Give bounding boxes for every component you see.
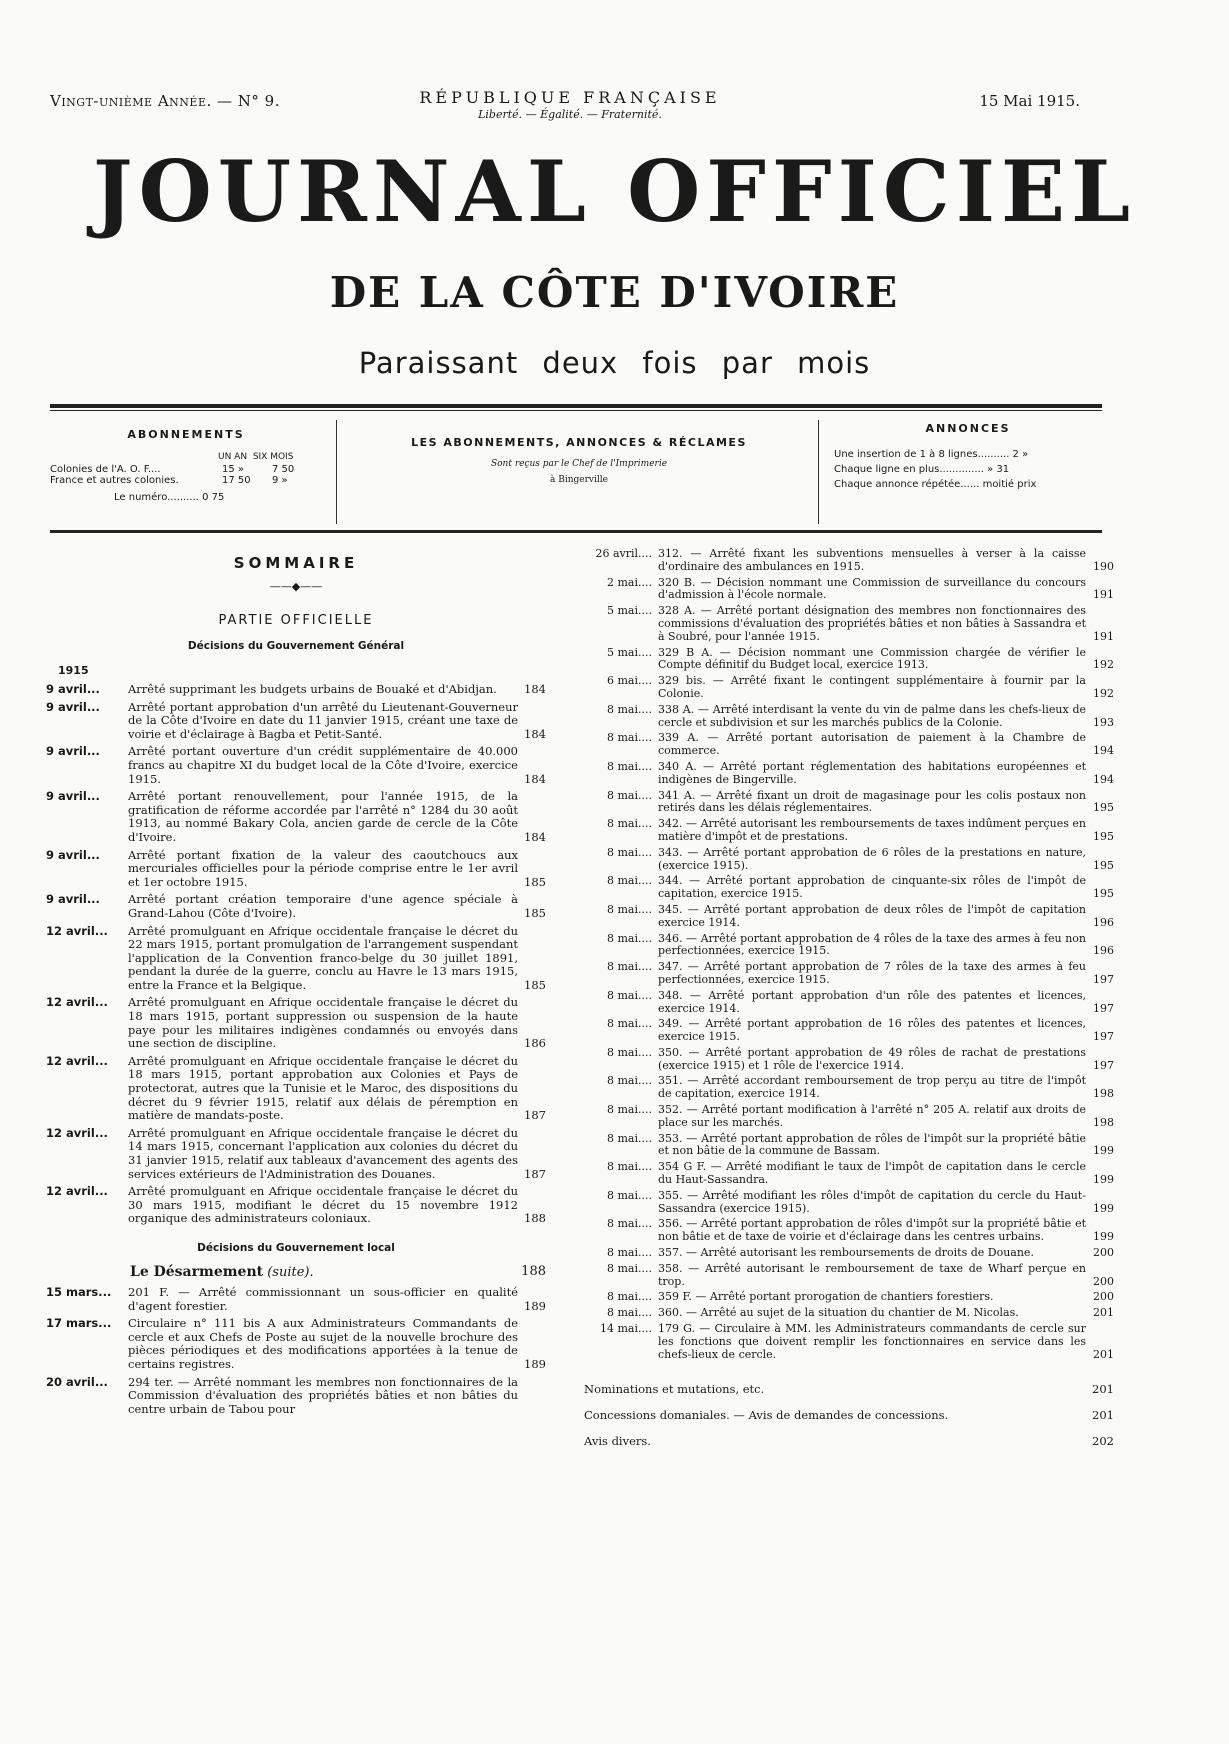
numero-price: Le numéro.......... 0 75 [114, 492, 225, 503]
list-item [46, 849, 546, 890]
entry-page: 197 [1093, 1058, 1114, 1072]
entry-text: 360. — Arrêté au sujet de la situation du chantier de M. Nicolas. [658, 1306, 1019, 1320]
divider [50, 530, 1102, 533]
misc-entries [584, 1382, 1114, 1448]
entry-date: 8 mai.... [607, 931, 652, 945]
entry-text: Arrêté supprimant les budgets urbains de Bouaké et d'Abidjan. [128, 682, 497, 696]
entry-text: Arrêté portant fixation de la valeur des caoutchoucs aux mercuriales officielles pour la période comprise entre le 1er avril et 1er octobre 1915. [128, 847, 518, 889]
entry-page: 200 [1093, 1274, 1114, 1288]
list-item [584, 790, 1114, 816]
entry-page: 184 [524, 682, 546, 696]
list-item [584, 1047, 1114, 1073]
entry-page: 185 [524, 977, 546, 992]
entry-page: 198 [1093, 1115, 1114, 1129]
entry-text: Arrêté portant création temporaire d'une agence spéciale à Grand-Lahou (Côte d'Ivoire). [128, 892, 518, 920]
entry-date: 8 mai.... [607, 1074, 652, 1088]
list-item [584, 933, 1114, 959]
entry-text: 294 ter. — Arrêté nommant les membres non fonctionnaires de la Commission d'évaluation des propriétés bâties et non bâties du centre urbain de Tabou pour [128, 1374, 518, 1416]
divider [336, 420, 337, 524]
entry-page: 189 [524, 1298, 546, 1313]
entry-text: 179 G. — Circulaire à MM. les Administrateurs commandants de cercle sur les fonctions que doivent remplir les fonctionnaires en service dans les chefs-lieux de cercle. [658, 1322, 1086, 1361]
entry-page: 201 [1092, 1408, 1114, 1423]
annonces-title: ANNONCES [925, 422, 1011, 435]
entry-text: 312. — Arrêté fixant les subventions mensuelles à verser à la caisse d'ordinaire des ambulances en 1915. [658, 547, 1086, 573]
table-row: Colonies de l'A. O. F.... 15 » 7 50 [50, 464, 295, 475]
entry-page: 189 [524, 1356, 546, 1371]
entry-text: Arrêté promulguant en Afrique occidentale française le décret du 14 mars 1915, concernant l'application aux colonies du décret du 31 janvier 1915, relatif aux tableaux d'avancement des agents des services extérieurs de l'Administration des Douanes. [128, 1125, 518, 1181]
general-entries [46, 683, 546, 1226]
entry-date: 5 mai.... [607, 604, 652, 618]
entry-text: 356. — Arrêté portant approbation de rôles d'impôt sur la propriété bâtie et non bâtie et de taxe de voirie et d'éclairage dans les centres urbains. [658, 1217, 1086, 1244]
year-label: 1915 [58, 664, 89, 677]
entry-date: 8 mai.... [607, 731, 652, 745]
motto: Liberté. — Égalité. — Fraternité. [478, 108, 662, 121]
entry-text: 348. — Arrêté portant approbation d'un rôle des patentes et licences, exercice 1914. [658, 988, 1086, 1015]
list-item [584, 1291, 1114, 1304]
list-item [584, 961, 1114, 987]
entry-page: 184 [524, 771, 546, 786]
entry-date: 5 mai.... [607, 645, 652, 659]
entry-page: 190 [1093, 559, 1114, 573]
divider [50, 404, 1102, 408]
annonces-rates: Une insertion de 1 à 8 lignes.......... 2 » Chaque ligne en plus.............. » 31 Chaque annonce répétée...... moitié prix [834, 449, 1037, 490]
annonces-col [834, 416, 1102, 528]
entry-text: 342. — Arrêté autorisant les remboursements de taxes indûment perçues en matière d'impôt et de prestations. [658, 817, 1086, 843]
entry-page: 186 [524, 1036, 546, 1051]
entry-page: 200 [1093, 1290, 1114, 1304]
list-item [46, 1286, 546, 1313]
entry-page: 201 [1093, 1306, 1114, 1320]
entry-date: 8 mai.... [607, 1217, 652, 1231]
list-item [584, 990, 1114, 1016]
list-item [584, 675, 1114, 701]
list-item [46, 1127, 546, 1181]
entry-text: 350. — Arrêté portant approbation de 49 rôles de rachat de prestations (exercice 1915) et 1 rôle de l'exercice 1914. [658, 1045, 1086, 1072]
entry-date: 8 mai.... [607, 1131, 652, 1145]
list-item [584, 1382, 1114, 1396]
entry-page: 194 [1093, 772, 1114, 786]
entry-text: 201 F. — Arrêté commissionnant un sous-officier en qualité d'agent forestier. [128, 1284, 518, 1313]
entry-date: 8 mai.... [607, 817, 652, 831]
entry-page: 201 [1093, 1347, 1114, 1361]
entry-date: 8 mai.... [607, 902, 652, 916]
entry-date: 9 avril... [46, 699, 100, 714]
entry-text: 341 A. — Arrêté fixant un droit de magasinage pour les colis postaux non retirés dans les délais réglementaires. [658, 788, 1086, 815]
list-item [584, 875, 1114, 901]
entry-text: 346. — Arrêté portant approbation de 4 rôles de la taxe des armes à feu non perfectionnées, exercice 1915. [658, 931, 1086, 958]
entry-date: 2 mai.... [607, 575, 652, 589]
reclames-col: LES ABONNEMENTS, ANNONCES & RÉCLAMES Sont reçus par le Chef de l'Imprimerie à Bingerville [346, 416, 812, 528]
list-item [584, 1161, 1114, 1187]
list-item [584, 1247, 1114, 1260]
entry-page: 201 [1092, 1382, 1114, 1397]
entry-page: 195 [1093, 858, 1114, 872]
entry-page: 187 [524, 1108, 546, 1123]
entry-page: 191 [1093, 629, 1114, 643]
list-item [46, 683, 546, 697]
list-item [46, 1376, 546, 1417]
entry-text: 328 A. — Arrêté portant désignation des membres non fonctionnaires des commissions d'évaluation des propriétés bâties et non bâties à Sassandra et à Soubré, pour l'année 1915. [658, 604, 1086, 643]
entry-page: 199 [1093, 1173, 1114, 1187]
entry-text: 355. — Arrêté modifiant les rôles d'impôt de capitation du cercle du Haut-Sassandra (exercice 1915). [658, 1188, 1086, 1215]
issue-number: Vingt-unième Année. — N° 9. [50, 92, 280, 110]
entry-date: 8 mai.... [607, 988, 652, 1002]
section-heading: Décisions du Gouvernement Général [187, 640, 405, 652]
republic-heading: RÉPUBLIQUE FRANÇAISE [419, 88, 721, 107]
entry-date: 12 avril... [46, 1125, 108, 1140]
abonnements-title: ABONNEMENTS [127, 428, 245, 441]
list-item [584, 1133, 1114, 1159]
entry-text: 320 B. — Décision nommant une Commission de surveillance du concours d'admission à l'école normale. [658, 575, 1086, 602]
entry-date: 20 avril... [46, 1374, 108, 1389]
entry-date: 8 mai.... [607, 1306, 652, 1320]
entry-page: 185 [524, 874, 546, 889]
subscription-box [50, 416, 1102, 528]
entry-text: 345. — Arrêté portant approbation de deux rôles de l'impôt de capitation exercice 1914. [658, 902, 1086, 929]
entry-page: 195 [1093, 887, 1114, 901]
list-item [584, 605, 1114, 643]
entry-page: 195 [1093, 829, 1114, 843]
desarmement-entry: Le Désarmement (suite). 188 [130, 1263, 546, 1280]
entry-text: Arrêté promulguant en Afrique occidentale française le décret du 18 mars 1915, portant approbation aux Colonies et Pays de protectorat, autres que la Tunisie et le Maroc, des dispositions du décret du 9 février 1915, relatif aux délais de péremption en matière de mandats-poste. [128, 1053, 518, 1123]
entry-date: 8 mai.... [607, 1045, 652, 1059]
entry-page: 197 [1093, 1030, 1114, 1044]
entry-page: 184 [524, 829, 546, 844]
entry-text: 352. — Arrêté portant modification à l'arrêté n° 205 A. relatif aux droits de place sur les marchés. [658, 1103, 1086, 1129]
right-entries [584, 548, 1114, 1361]
entry-page: 197 [1093, 972, 1114, 986]
list-item [584, 1263, 1114, 1289]
list-item [584, 548, 1114, 574]
entry-date: 17 mars... [46, 1316, 112, 1331]
list-item [46, 790, 546, 844]
list-item [584, 818, 1114, 844]
entry-date: 9 avril... [46, 682, 100, 696]
sommaire-title: SOMMAIRE [233, 554, 359, 572]
list-item [584, 847, 1114, 873]
entry-date: 8 mai.... [607, 1188, 652, 1202]
entry-page: 185 [524, 905, 546, 920]
list-item [46, 1317, 546, 1371]
entry-date: 8 mai.... [607, 702, 652, 716]
entry-page: 196 [1093, 915, 1114, 929]
entry-text: Arrêté promulguant en Afrique occidentale française le décret du 30 mars 1915, modifiant le décret du 15 novembre 1912 organique des administrateurs coloniaux. [128, 1184, 518, 1226]
entry-text: 343. — Arrêté portant approbation de 6 rôles de la prestations en nature, (exercice 1915). [658, 845, 1086, 872]
entry-page: 200 [1093, 1246, 1114, 1260]
entry-date: 12 avril... [46, 923, 108, 938]
list-item [584, 1307, 1114, 1320]
issue-date: 15 Mai 1915. [979, 92, 1080, 110]
abonnements-table [50, 464, 322, 503]
entry-text: 353. — Arrêté portant approbation de rôles de l'impôt sur la propriété bâtie et non bâtie de la commune de Bassam. [658, 1131, 1086, 1158]
left-column [46, 548, 546, 1420]
entry-text: Nominations et mutations, etc. [584, 1382, 765, 1397]
entry-page: 187 [524, 1166, 546, 1181]
entry-date: 8 mai.... [607, 1246, 652, 1260]
entry-text: 358. — Arrêté autorisant le remboursement de taxe de Wharf perçue en trop. [658, 1261, 1086, 1288]
ornament-icon: ——◆—— [269, 580, 323, 593]
list-item [584, 1323, 1114, 1361]
entry-page: 192 [1093, 686, 1114, 700]
entry-text: Arrêté portant approbation d'un arrêté du Lieutenant-Gouverneur de la Côte d'Ivoire en date du 11 janvier 1915, créant une taxe de voirie et d'éclairage à Bagba et Petit-Santé. [128, 699, 518, 741]
list-item [46, 745, 546, 786]
entry-date: 8 mai.... [607, 874, 652, 888]
entry-date: 8 mai.... [607, 1103, 652, 1117]
section-heading: Décisions du Gouvernement local [197, 1241, 395, 1254]
col-header-an: UN AN [218, 452, 248, 462]
entry-text: 349. — Arrêté portant approbation de 16 rôles des patentes et licences, exercice 1915. [658, 1017, 1086, 1044]
right-column [584, 548, 1114, 1460]
list-item [584, 647, 1114, 673]
entry-text: 357. — Arrêté autorisant les remboursements de droits de Douane. [658, 1246, 1034, 1260]
list-item [584, 1408, 1114, 1422]
journal-title: JOURNAL OFFICIEL [92, 142, 1137, 241]
entry-page: 184 [524, 726, 546, 741]
entry-text: Avis divers. [584, 1434, 651, 1449]
entry-page: 195 [1093, 801, 1114, 815]
list-item [584, 1190, 1114, 1216]
table-row: France et autres colonies. 17 50 9 » [50, 475, 288, 486]
entry-text: Circulaire n° 111 bis A aux Administrateurs Commandants de cercle et aux Chefs de Poste au sujet de la nouvelle brochure des pièces périodiques et des modifications apportées à la tenue de certains registres. [128, 1316, 518, 1371]
entry-text: Concessions domaniales. — Avis de demandes de concessions. [584, 1408, 949, 1423]
list-item [584, 732, 1114, 758]
entry-page: 191 [1093, 588, 1114, 602]
journal-tagline: Paraissant deux fois par mois [358, 346, 871, 380]
entry-text: Arrêté portant ouverture d'un crédit supplémentaire de 40.000 francs au chapitre XI du budget local de la Côte d'Ivoire, exercice 1915. [128, 744, 518, 786]
abonnements-col [50, 416, 322, 528]
entry-text: 359 F. — Arrêté portant prorogation de chantiers forestiers. [658, 1290, 994, 1304]
list-item [584, 1075, 1114, 1101]
entry-text: Arrêté portant renouvellement, pour l'année 1915, de la gratification de réforme accordée par l'arrêté n° 1284 du 30 août 1913, au nommé Bakary Cola, ancien garde de cercle de la Côte d'Ivoire. [128, 789, 518, 844]
reclames-title: LES ABONNEMENTS, ANNONCES & RÉCLAMES [411, 436, 747, 449]
entry-date: 8 mai.... [607, 1160, 652, 1174]
entry-text: 347. — Arrêté portant approbation de 7 rôles de la taxe des armes à feu perfectionnées, exercice 1915. [658, 960, 1086, 986]
entry-date: 8 mai.... [607, 1261, 652, 1275]
entry-page: 192 [1093, 658, 1114, 672]
entry-page: 198 [1093, 1087, 1114, 1101]
entry-text: 329 bis. — Arrêté fixant le contingent supplémentaire à fournir par la Colonie. [658, 674, 1086, 700]
list-item [46, 1185, 546, 1226]
entry-date: 15 mars... [46, 1284, 112, 1299]
entry-date: 8 mai.... [607, 960, 652, 974]
entry-page: 202 [1092, 1434, 1114, 1449]
entry-text: 329 B A. — Décision nommant une Commission chargée de vérifier le Compte définitif du Budget local, exercice 1913. [658, 645, 1086, 672]
list-item [584, 1104, 1114, 1130]
entry-text: Arrêté promulguant en Afrique occidentale française le décret du 22 mars 1915, portant promulgation de l'arrangement suspendant l'application de la Convention franco-belge du 30 juillet 1891, pendant la durée de la guerre, conclu au Havre le 13 mars 1915, entre la France et la Belgique. [128, 923, 518, 992]
entry-date: 26 avril.... [595, 547, 652, 560]
entry-date: 12 avril... [46, 1053, 108, 1068]
entry-text: Arrêté promulguant en Afrique occidentale française le décret du 18 mars 1915, portant suppression ou suspension de la haute paye pour les militaires indigènes condamnés ou envoyés dans une section de discipline. [128, 995, 518, 1051]
journal-subtitle: DE LA CÔTE D'IVOIRE [329, 268, 900, 317]
list-item [584, 1218, 1114, 1244]
entry-page: 193 [1093, 715, 1114, 729]
entry-text: 344. — Arrêté portant approbation de cinquante-six rôles de l'impôt de capitation, exercice 1915. [658, 874, 1086, 901]
entry-date: 8 mai.... [607, 788, 652, 802]
entry-date: 8 mai.... [607, 1017, 652, 1031]
list-item [584, 761, 1114, 787]
list-item [584, 704, 1114, 730]
list-item [46, 996, 546, 1050]
list-item [46, 701, 546, 742]
entry-page: 196 [1093, 944, 1114, 958]
entry-date: 8 mai.... [607, 759, 652, 773]
list-item [584, 1434, 1114, 1448]
entry-page: 199 [1093, 1230, 1114, 1244]
entry-page: 197 [1093, 1001, 1114, 1015]
entry-page: 188 [524, 1211, 546, 1226]
entry-page: 194 [1093, 744, 1114, 758]
list-item [584, 904, 1114, 930]
entry-date: 12 avril... [46, 1184, 108, 1199]
divider [818, 420, 819, 524]
partie-officielle: PARTIE OFFICIELLE [218, 613, 374, 628]
list-item [46, 1055, 546, 1123]
divider [50, 410, 1102, 411]
entry-date: 6 mai.... [607, 674, 652, 688]
entry-date: 8 mai.... [607, 1290, 652, 1304]
entry-date: 9 avril... [46, 847, 100, 862]
entry-date: 9 avril... [46, 789, 100, 804]
list-item [584, 577, 1114, 603]
list-item [584, 1018, 1114, 1044]
local-entries [46, 1286, 546, 1416]
entry-page: 199 [1093, 1201, 1114, 1215]
entry-text: 338 A. — Arrêté interdisant la vente du vin de palme dans les chefs-lieux de cercle et subdivision et sur les marchés publics de la Colonie. [658, 702, 1086, 729]
entry-date: 9 avril... [46, 892, 100, 907]
list-item [46, 925, 546, 993]
entry-text: 339 A. — Arrêté portant autorisation de paiement à la Chambre de commerce. [658, 731, 1086, 758]
col-header-six: SIX MOIS [252, 452, 294, 462]
entry-date: 8 mai.... [607, 845, 652, 859]
entry-text: 340 A. — Arrêté portant réglementation des habitations européennes et indigènes de Bingerville. [658, 759, 1086, 786]
entry-date: 9 avril... [46, 744, 100, 759]
entry-text: 354 G F. — Arrêté modifiant le taux de l'impôt de capitation dans le cercle du Haut-Sassandra. [658, 1160, 1086, 1187]
entry-date: 14 mai.... [600, 1322, 652, 1336]
list-item [46, 893, 546, 920]
entry-date: 12 avril... [46, 995, 108, 1010]
entry-page: 199 [1093, 1144, 1114, 1158]
entry-text: 351. — Arrêté accordant remboursement de trop perçu au titre de l'impôt de capitation, exercice 1914. [658, 1074, 1086, 1101]
